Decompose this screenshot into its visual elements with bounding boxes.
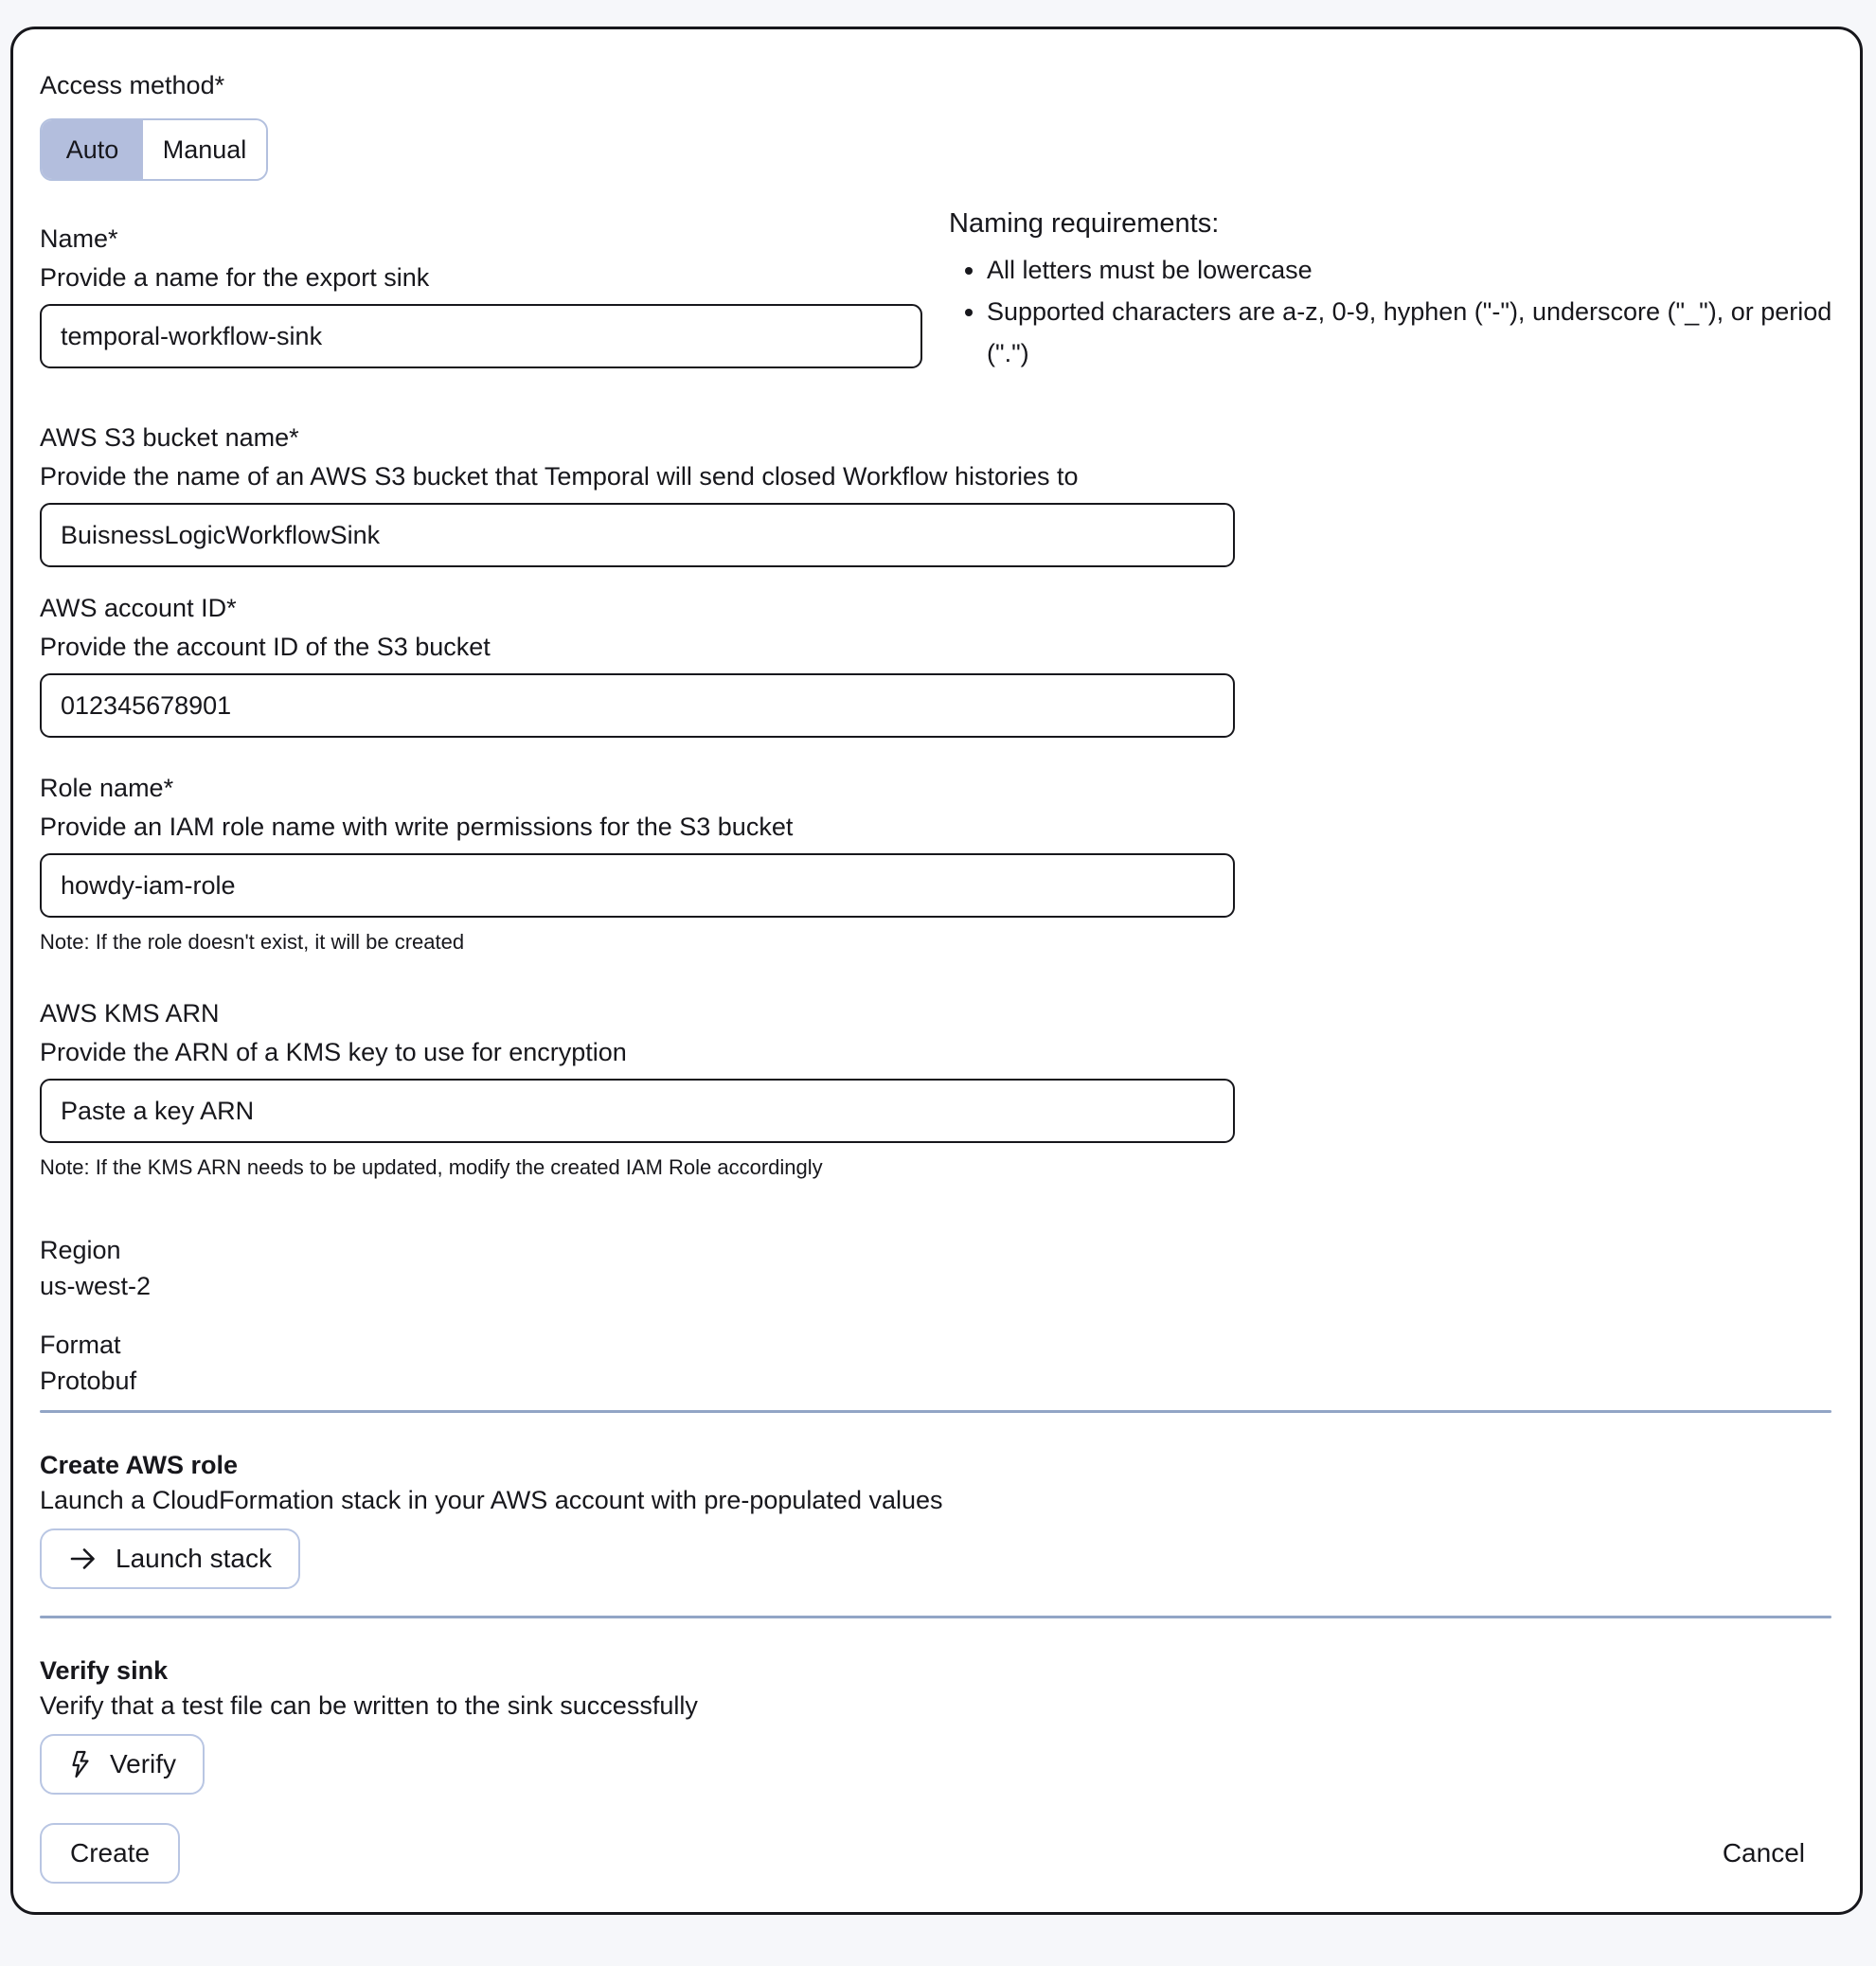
section-divider xyxy=(40,1410,1831,1413)
kms-arn-label: AWS KMS ARN xyxy=(40,999,220,1028)
verify-sink-title: Verify sink xyxy=(40,1656,169,1685)
arrow-right-icon xyxy=(68,1544,98,1574)
verify-button-label: Verify xyxy=(110,1749,177,1778)
naming-requirement-item: • Supported characters are a-z, 0-9, hyphen ("-"), underscore ("_"), or period (".") xyxy=(987,291,1844,374)
role-name-description: Provide an IAM role name with write permissions for the S3 bucket xyxy=(40,813,794,841)
access-method-label: Access method* xyxy=(40,71,225,99)
section-divider xyxy=(40,1616,1831,1618)
role-name-note: Note: If the role doesn't exist, it will be created xyxy=(40,930,465,954)
role-name-input[interactable] xyxy=(40,853,1235,918)
naming-requirements-list xyxy=(949,249,1844,374)
s3-bucket-description: Provide the name of an AWS S3 bucket that Temporal will send closed Workflow histories to xyxy=(40,462,1079,491)
name-input[interactable] xyxy=(40,304,922,368)
lightning-icon xyxy=(68,1749,93,1779)
kms-arn-description: Provide the ARN of a KMS key to use for encryption xyxy=(40,1038,627,1066)
account-id-description: Provide the account ID of the S3 bucket xyxy=(40,633,491,661)
create-button-label: Create xyxy=(70,1838,151,1868)
launch-stack-button-label: Launch stack xyxy=(116,1544,272,1573)
s3-bucket-label: AWS S3 bucket name* xyxy=(40,423,299,452)
name-description: Provide a name for the export sink xyxy=(40,263,430,292)
naming-requirement-item: • All letters must be lowercase xyxy=(987,249,1844,291)
access-method-option-manual[interactable]: Manual xyxy=(143,120,266,179)
s3-bucket-input[interactable] xyxy=(40,503,1235,567)
account-id-input[interactable] xyxy=(40,673,1235,738)
access-method-option-auto[interactable]: Auto xyxy=(42,120,143,179)
launch-stack-button[interactable] xyxy=(40,1528,300,1589)
kms-arn-input[interactable] xyxy=(40,1079,1235,1143)
region-label: Region xyxy=(40,1236,121,1264)
create-button[interactable] xyxy=(40,1823,180,1884)
create-aws-role-title: Create AWS role xyxy=(40,1451,239,1479)
kms-arn-note: Note: If the KMS ARN needs to be updated, modify the created IAM Role accordingly xyxy=(40,1155,823,1179)
export-sink-form-card xyxy=(10,27,1863,1915)
create-aws-role-description: Launch a CloudFormation stack in your AWS account with pre-populated values xyxy=(40,1486,943,1514)
verify-button[interactable] xyxy=(40,1734,205,1795)
format-value: Protobuf xyxy=(40,1367,137,1395)
naming-requirements-title: Naming requirements: xyxy=(949,208,1220,239)
format-label: Format xyxy=(40,1331,121,1359)
form-actions xyxy=(40,1823,1831,1884)
region-value: us-west-2 xyxy=(40,1272,152,1300)
name-label: Name* xyxy=(40,224,118,253)
access-method-toggle xyxy=(40,118,268,181)
verify-sink-description: Verify that a test file can be written to the sink successfully xyxy=(40,1691,698,1720)
cancel-button[interactable]: Cancel xyxy=(1722,1838,1805,1868)
naming-requirements xyxy=(949,206,1844,374)
account-id-label: AWS account ID* xyxy=(40,594,237,622)
role-name-label: Role name* xyxy=(40,774,174,802)
